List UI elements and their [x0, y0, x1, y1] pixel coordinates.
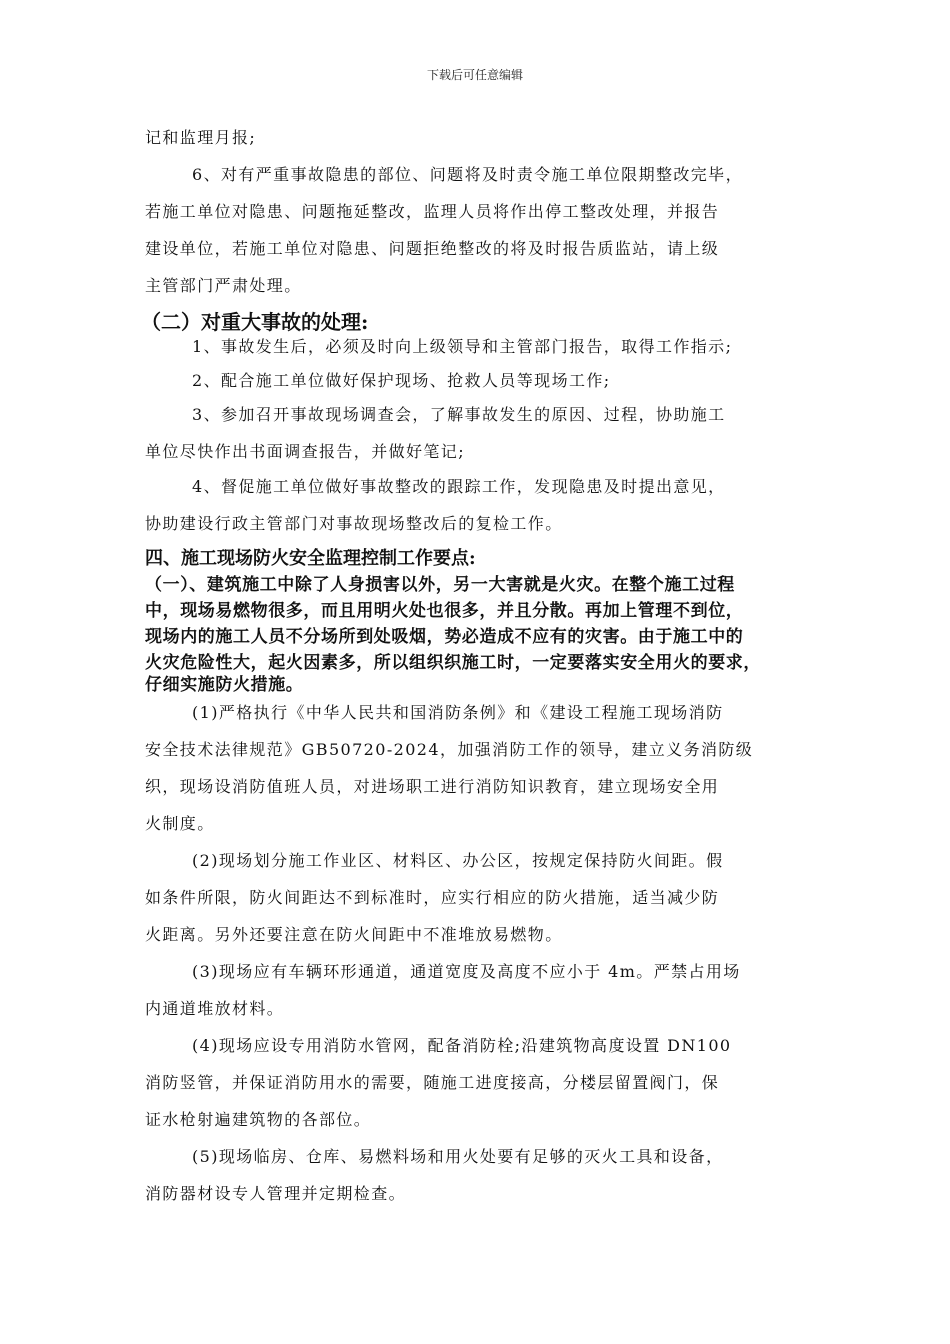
- text-line: (4)现场应设专用消防水管网，配备消防栓;沿建筑物高度设置 DN100: [192, 1036, 732, 1055]
- text-line: 协助建设行政主管部门对事故现场整改后的复检工作。: [145, 514, 563, 533]
- text-line: 2、配合施工单位做好保护现场、抢救人员等现场工作;: [192, 371, 611, 390]
- bold-text-line: 火灾危险性大，起火因素多，所以组织织施工时，一定要落实安全用火的要求，: [145, 653, 761, 673]
- text-line: (3)现场应有车辆环形通道，通道宽度及高度不应小于 4m。严禁占用场: [192, 962, 741, 981]
- text-line: 建设单位，若施工单位对隐患、问题拒绝整改的将及时报告质监站，请上级: [145, 239, 720, 258]
- bold-text-line: 现场内的施工人员不分场所到处吸烟，势必造成不应有的灾害。由于施工中的: [145, 627, 744, 647]
- section-heading-major-accident: （二）对重大事故的处理:: [141, 310, 369, 334]
- text-line: 织，现场设消防值班人员，对进场职工进行消防知识教育，建立现场安全用: [145, 777, 720, 796]
- page-header: 下载后可任意编辑: [426, 68, 523, 82]
- text-line: 安全技术法律规范》GB50720-2024，加强消防工作的领导，建立义务消防级: [145, 740, 754, 759]
- text-line: 证水枪射遍建筑物的各部位。: [145, 1110, 372, 1129]
- text-line: 6、对有严重事故隐患的部位、问题将及时责令施工单位限期整改完毕，: [192, 165, 743, 184]
- text-line: 3、参加召开事故现场调查会，了解事故发生的原因、过程，协助施工: [192, 405, 726, 424]
- bold-text-line: 中，现场易燃物很多，而且用明火处也很多，并且分散。再加上管理不到位，: [145, 601, 744, 621]
- text-line: 1、事故发生后，必须及时向上级领导和主管部门报告，取得工作指示;: [192, 337, 733, 356]
- text-line: 火距离。另外还要注意在防火间距中不准堆放易燃物。: [145, 925, 563, 944]
- text-line: 主管部门严肃处理。: [145, 276, 302, 295]
- section-heading-fire-safety: 四、施工现场防火安全监理控制工作要点:: [145, 548, 476, 569]
- text-line: 单位尽快作出书面调查报告，并做好笔记;: [145, 442, 465, 461]
- text-line: 内通道堆放材料。: [145, 999, 285, 1018]
- bold-text-line: （一）、建筑施工中除了人身损害以外，另一大害就是火灾。在整个施工过程: [145, 575, 735, 595]
- text-line: 如条件所限，防火间距达不到标准时，应实行相应的防火措施，适当减少防: [145, 888, 720, 907]
- text-line: 4、督促施工单位做好事故整改的跟踪工作，发现隐患及时提出意见，: [192, 477, 726, 496]
- text-line: 消防器材设专人管理并定期检查。: [145, 1184, 407, 1203]
- text-line: (2)现场划分施工作业区、材料区、办公区，按规定保持防火间距。假: [192, 851, 724, 870]
- text-line: (1)严格执行《中华人民共和国消防条例》和《建设工程施工现场消防: [192, 703, 724, 722]
- text-line: (5)现场临房、仓库、易燃料场和用火处要有足够的灭火工具和设备，: [192, 1147, 724, 1166]
- bold-text-line: 仔细实施防火措施。: [145, 675, 304, 695]
- text-line: 记和监理月报;: [145, 128, 257, 147]
- text-line: 消防竖管，并保证消防用水的需要，随施工进度接高，分楼层留置阀门，保: [145, 1073, 720, 1092]
- text-line: 火制度。: [145, 814, 215, 833]
- text-line: 若施工单位对隐患、问题拖延整改，监理人员将作出停工整改处理，并报告: [145, 202, 720, 221]
